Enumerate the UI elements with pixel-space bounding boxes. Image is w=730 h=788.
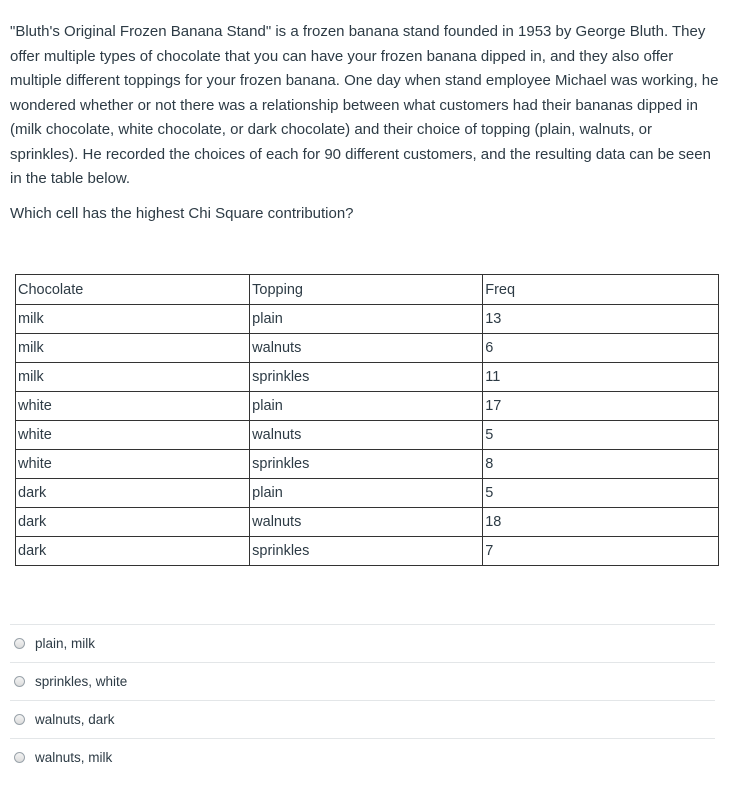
cell-chocolate: milk (16, 305, 250, 334)
cell-chocolate: white (16, 392, 250, 421)
frequency-table (15, 274, 719, 566)
table-row (16, 537, 719, 566)
cell-topping: plain (250, 479, 483, 508)
cell-freq: 5 (483, 479, 719, 508)
radio-button[interactable] (14, 638, 25, 649)
cell-freq: 6 (483, 334, 719, 363)
radio-button[interactable] (14, 752, 25, 763)
answer-option-4[interactable] (10, 738, 715, 776)
answer-label: walnuts, dark (35, 711, 115, 727)
table-row (16, 334, 719, 363)
cell-topping: walnuts (250, 421, 483, 450)
cell-freq: 8 (483, 450, 719, 479)
cell-chocolate: dark (16, 508, 250, 537)
cell-freq: 18 (483, 508, 719, 537)
cell-topping: walnuts (250, 334, 483, 363)
cell-chocolate: dark (16, 479, 250, 508)
table-row (16, 450, 719, 479)
cell-chocolate: white (16, 421, 250, 450)
cell-topping: plain (250, 392, 483, 421)
answer-option-3[interactable] (10, 700, 715, 738)
cell-topping: walnuts (250, 508, 483, 537)
question-prompt: Which cell has the highest Chi Square contribution? (10, 205, 354, 222)
table-header-row (16, 275, 719, 305)
cell-chocolate: milk (16, 363, 250, 392)
cell-freq: 7 (483, 537, 719, 566)
table-row (16, 392, 719, 421)
header-chocolate: Chocolate (16, 275, 250, 305)
header-topping: Topping (250, 275, 483, 305)
table-row (16, 305, 719, 334)
cell-freq: 11 (483, 363, 719, 392)
header-freq: Freq (483, 275, 719, 305)
table-row (16, 479, 719, 508)
cell-freq: 17 (483, 392, 719, 421)
cell-chocolate: dark (16, 537, 250, 566)
table-row (16, 421, 719, 450)
answer-label: sprinkles, white (35, 673, 128, 689)
cell-topping: sprinkles (250, 537, 483, 566)
cell-chocolate: white (16, 450, 250, 479)
answer-list (10, 624, 715, 776)
cell-topping: plain (250, 305, 483, 334)
question-paragraph: "Bluth's Original Frozen Banana Stand" is a frozen banana stand founded in 1953 by George Bluth. They offer multiple types of chocolate that you can have your frozen banana dipped in, and they also offer multiple different toppings for your frozen banana. One day when stand employee Michael was working, he wondered whether or not there was a relationship between what customers had their bananas dipped in (milk chocolate, white chocolate, or dark chocolate) and their choice of topping (plain, walnuts, or sprinkles). He recorded the choices of each for 90 different customers, and the resulting data can be seen in the table below. (10, 23, 719, 187)
answer-option-1[interactable] (10, 624, 715, 662)
answer-label: walnuts, milk (35, 749, 113, 765)
radio-button[interactable] (14, 714, 25, 725)
table-row (16, 363, 719, 392)
answer-label: plain, milk (35, 635, 96, 651)
cell-chocolate: milk (16, 334, 250, 363)
table-row (16, 508, 719, 537)
cell-topping: sprinkles (250, 363, 483, 392)
radio-button[interactable] (14, 676, 25, 687)
cell-topping: sprinkles (250, 450, 483, 479)
cell-freq: 5 (483, 421, 719, 450)
answer-option-2[interactable] (10, 662, 715, 700)
cell-freq: 13 (483, 305, 719, 334)
